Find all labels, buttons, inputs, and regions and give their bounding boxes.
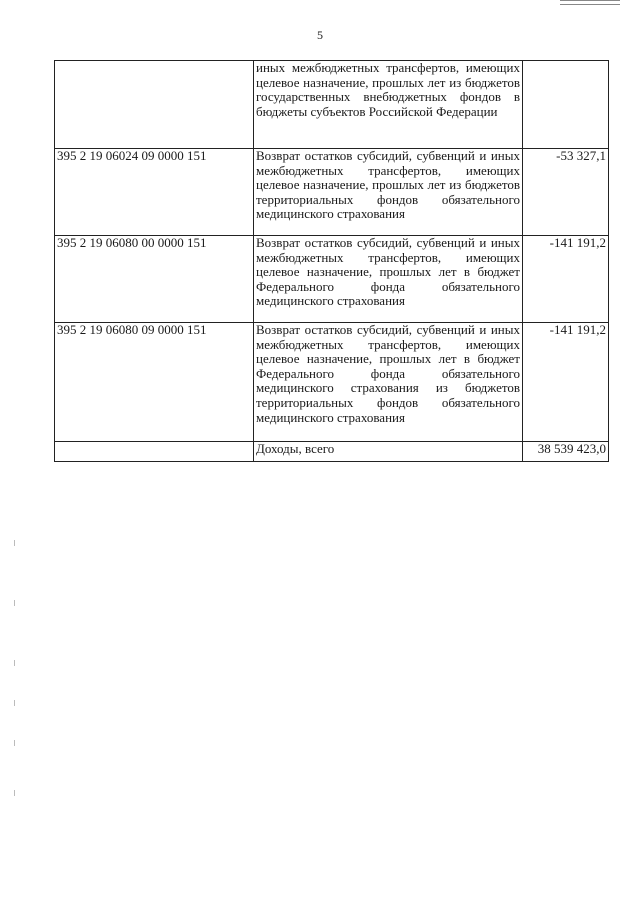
revenue-name-cell: Возврат остатков субсидий, субвенций и иных межбюджетных трансфертов, имеющих целевое назначение, прошлых лет из бюджетов территориальных фондов обязательного медицинского страхования (254, 149, 523, 236)
scan-artifact (14, 790, 15, 796)
table-row (55, 323, 609, 442)
budget-code-cell: 395 2 19 06080 09 0000 151 (55, 323, 254, 442)
scan-artifact (14, 740, 15, 746)
scan-artifact (14, 700, 15, 706)
total-amount-cell: 38 539 423,0 (523, 442, 609, 462)
table-row-total (55, 442, 609, 462)
amount-cell (523, 61, 609, 149)
table-row (55, 236, 609, 323)
scan-artifact (14, 600, 15, 606)
budget-code-cell (55, 61, 254, 149)
budget-code-cell: 395 2 19 06024 09 0000 151 (55, 149, 254, 236)
revenue-name-cell: Возврат остатков субсидий, субвенций и иных межбюджетных трансфертов, имеющих целевое назначение, прошлых лет в бюджет Федерального фонда обязательного медицинского страхования (254, 236, 523, 323)
amount-cell: -53 327,1 (523, 149, 609, 236)
revenue-name-cell: Возврат остатков субсидий, субвенций и иных межбюджетных трансфертов, имеющих целевое назначение, прошлых лет в бюджет Федерального фонда обязательного медицинского страхования из бюджетов территориальных фондов обязательного медицинского страхования (254, 323, 523, 442)
scan-corner-mark (560, 0, 620, 5)
table-row (55, 61, 609, 149)
revenue-table (54, 60, 609, 462)
scan-artifact (14, 660, 15, 666)
total-label-cell: Доходы, всего (254, 442, 523, 462)
budget-code-cell (55, 442, 254, 462)
revenue-name-cell: иных межбюджетных трансфертов, имеющих целевое назначение, прошлых лет из бюджетов государственных внебюджетных фондов в бюджеты субъектов Российской Федерации (254, 61, 523, 149)
scan-artifact (14, 540, 15, 546)
amount-cell: -141 191,2 (523, 236, 609, 323)
amount-cell: -141 191,2 (523, 323, 609, 442)
budget-code-cell: 395 2 19 06080 00 0000 151 (55, 236, 254, 323)
page-number: 5 (317, 28, 323, 42)
table-row (55, 149, 609, 236)
